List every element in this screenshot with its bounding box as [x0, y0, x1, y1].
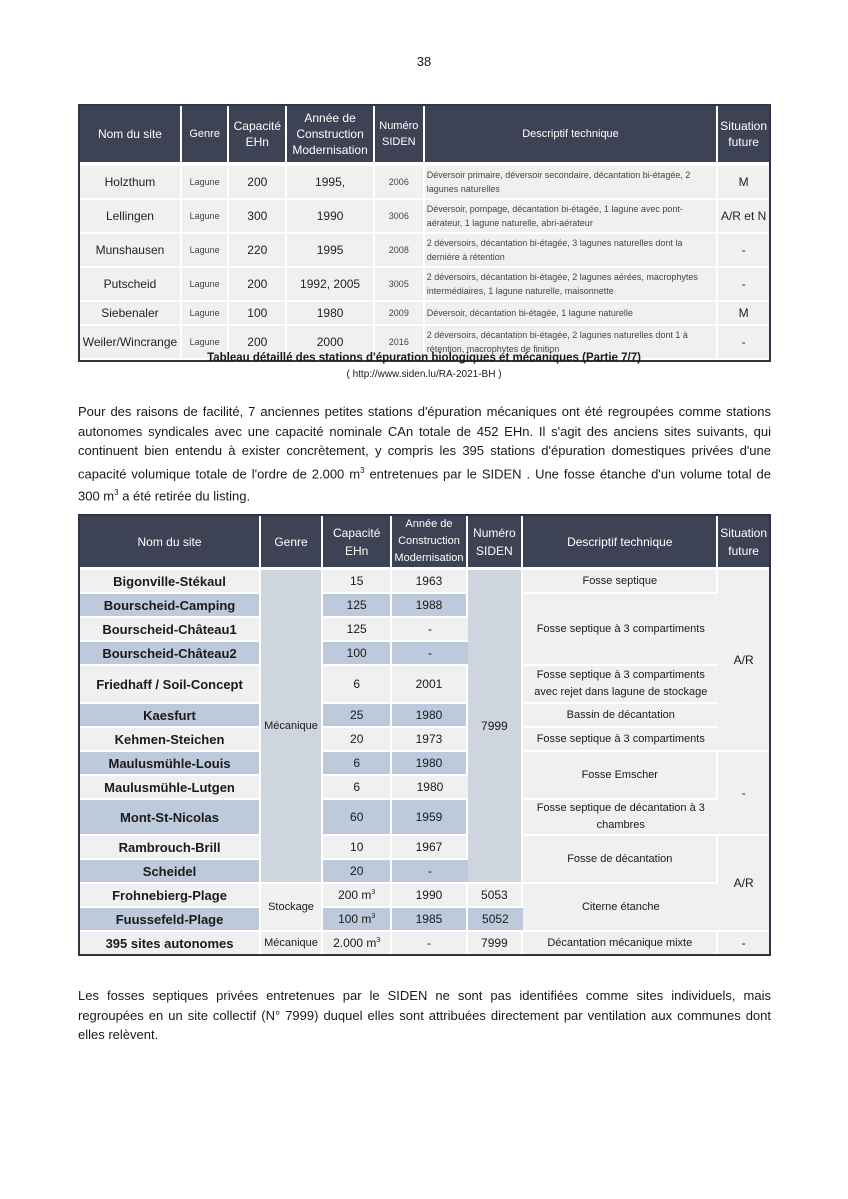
- siden-number-cell: 5052: [468, 908, 524, 932]
- table-row: [80, 234, 769, 268]
- description-cell: Citerne étanche: [523, 884, 718, 932]
- capacity-value: 2.000 m: [333, 936, 377, 950]
- siden-number-cell: 3005: [375, 268, 425, 302]
- capacity-cell: 200: [229, 166, 287, 200]
- table-row: [80, 268, 769, 302]
- capacity-cell: 125: [323, 618, 392, 642]
- genre-cell: Lagune: [182, 326, 230, 360]
- table-row: [80, 932, 769, 954]
- header-annee: Année de Construction Modernisation: [392, 516, 467, 570]
- table-row: [80, 570, 769, 594]
- year-cell: -: [392, 642, 467, 666]
- description-cell: 2 déversoirs, décantation bi-étagée, 3 lagunes naturelles dont la dernière à rétention: [425, 234, 719, 268]
- year-cell: 2000: [287, 326, 375, 360]
- header-annee: Année de Construction Modernisation: [287, 106, 375, 166]
- superscript: 3: [360, 465, 365, 475]
- site-name: Kehmen-Steichen: [80, 728, 261, 752]
- capacity-cell: 300: [229, 200, 287, 234]
- table-row: [80, 884, 769, 908]
- situation-cell: -: [718, 932, 769, 954]
- capacity-value: 100 m: [338, 912, 372, 926]
- situation-cell: -: [718, 268, 769, 302]
- siden-number-cell: 2008: [375, 234, 425, 268]
- site-name: Holzthum: [80, 166, 182, 200]
- header-numero: Numéro SIDEN: [468, 516, 524, 570]
- stations-table-part7: [78, 104, 771, 362]
- superscript: 3: [371, 889, 376, 896]
- header-genre: Genre: [261, 516, 323, 570]
- situation-cell: -: [718, 752, 769, 836]
- site-name: Rambrouch-Brill: [80, 836, 261, 860]
- header-descriptif: Descriptif technique: [523, 516, 718, 570]
- year-cell: 1973: [392, 728, 467, 752]
- table-header-row: [80, 106, 769, 166]
- site-name: Kaesfurt: [80, 704, 261, 728]
- table-source: ( http://www.siden.lu/RA-2021-BH ): [346, 369, 502, 380]
- capacity-cell: 25: [323, 704, 392, 728]
- situation-cell: M: [718, 302, 769, 326]
- capacity-cell: 200: [229, 326, 287, 360]
- description-cell: Déversoir, décantation bi-étagée, 1 lagune naturelle: [425, 302, 719, 326]
- year-cell: 2001: [392, 666, 467, 704]
- table-row: [80, 302, 769, 326]
- site-name: Fuussefeld-Plage: [80, 908, 261, 932]
- superscript: 3: [376, 937, 381, 944]
- siden-number-cell: 7999: [468, 570, 524, 884]
- paragraph-intro: [78, 402, 771, 506]
- capacity-value: 200 m: [338, 888, 372, 902]
- site-name: Bourscheid-Château2: [80, 642, 261, 666]
- capacity-cell: 20: [323, 728, 392, 752]
- year-cell: 1988: [392, 594, 467, 618]
- description-cell: Bassin de décantation: [523, 704, 718, 728]
- year-cell: 1985: [392, 908, 467, 932]
- site-name: Putscheid: [80, 268, 182, 302]
- table-row: [80, 800, 769, 836]
- genre-cell: Lagune: [182, 268, 230, 302]
- description-cell: Fosse Emscher: [523, 752, 718, 800]
- description-cell: Déversoir, pompage, décantation bi-étagée, 1 lagune avec pont-aérateur, 1 lagune naturelle, abri-aérateur: [425, 200, 719, 234]
- year-cell: -: [392, 932, 467, 954]
- table-row: [80, 594, 769, 618]
- table-row: [80, 666, 769, 704]
- table-row: [80, 166, 769, 200]
- header-situation: Situation future: [718, 516, 769, 570]
- capacity-cell: 220: [229, 234, 287, 268]
- site-name: Frohnebierg-Plage: [80, 884, 261, 908]
- superscript: 3: [371, 913, 376, 920]
- year-cell: 1990: [392, 884, 467, 908]
- capacity-cell: [323, 932, 392, 954]
- genre-cell: Lagune: [182, 200, 230, 234]
- year-cell: -: [392, 618, 467, 642]
- situation-cell: -: [718, 234, 769, 268]
- genre-cell: Lagune: [182, 302, 230, 326]
- header-situation: Situation future: [718, 106, 769, 166]
- header-numero: Numéro SIDEN: [375, 106, 425, 166]
- genre-cell: Lagune: [182, 166, 230, 200]
- description-cell: Fosse septique à 3 compartiments: [523, 728, 718, 752]
- site-name: Mont-St-Nicolas: [80, 800, 261, 836]
- description-cell: Déversoir primaire, déversoir secondaire, décantation bi-étagée, 2 lagunes naturelles: [425, 166, 719, 200]
- genre-cell: Lagune: [182, 234, 230, 268]
- year-cell: 1990: [287, 200, 375, 234]
- site-name: Bourscheid-Château1: [80, 618, 261, 642]
- situation-cell: -: [718, 326, 769, 360]
- site-name: Bourscheid-Camping: [80, 594, 261, 618]
- situation-cell: M: [718, 166, 769, 200]
- header-nom: Nom du site: [80, 106, 182, 166]
- header-capacite: Capacité EHn: [229, 106, 287, 166]
- year-cell: 1963: [392, 570, 467, 594]
- capacity-cell: 125: [323, 594, 392, 618]
- year-cell: 1995,: [287, 166, 375, 200]
- table-row: [80, 200, 769, 234]
- situation-cell: A/R: [718, 570, 769, 752]
- siden-number-cell: 7999: [468, 932, 524, 954]
- description-cell: Décantation mécanique mixte: [523, 932, 718, 954]
- site-name: Maulusmühle-Lutgen: [80, 776, 261, 800]
- year-cell: 1980: [392, 752, 467, 776]
- paragraph-text-3: a été retirée du listing.: [118, 488, 251, 504]
- site-name: Lellingen: [80, 200, 182, 234]
- table-row: [80, 752, 769, 776]
- paragraph-text-1: Pour des raisons de facilité, 7 anciennes petites stations d'épuration mécaniques ont été regroupées comme stations autonomes syndicales avec une capacité nominale CAn totale de 452 EHn. Il s'agit des anciens sites suivants, qui continuent bien entendu à exister concrètement, y compris les 395 stations d'épuration domestiques privées d'une capacité volumique totale de l'ordre de 2.000 m: [78, 404, 771, 481]
- description-cell: 2 déversoirs, décantation bi-étagée, 2 lagunes naturelles dont 1 à rétention, macrophytes de finition: [425, 326, 719, 360]
- description-cell: Fosse septique à 3 compartiments: [523, 594, 718, 666]
- superscript: 3: [114, 488, 119, 498]
- paragraph-text-2: entretenues par le SIDEN . Une fosse étanche d'un volume total de 300 m: [78, 465, 771, 504]
- situation-cell: A/R et N: [718, 200, 769, 234]
- year-cell: 1959: [392, 800, 467, 836]
- table-header-row: [80, 516, 769, 570]
- site-name: Weiler/Wincrange: [80, 326, 182, 360]
- table-row: [80, 836, 769, 860]
- site-name: Scheidel: [80, 860, 261, 884]
- capacity-cell: [323, 908, 392, 932]
- capacity-cell: 200: [229, 268, 287, 302]
- description-cell: Fosse septique: [523, 570, 718, 594]
- capacity-cell: [323, 884, 392, 908]
- site-name: Munshausen: [80, 234, 182, 268]
- year-cell: 1995: [287, 234, 375, 268]
- capacity-cell: 20: [323, 860, 392, 884]
- header-genre: Genre: [182, 106, 230, 166]
- header-capacite: Capacité EHn: [323, 516, 392, 570]
- year-cell: 1980: [287, 302, 375, 326]
- description-cell: Fosse septique à 3 compartiments avec rejet dans lagune de stockage: [523, 666, 718, 704]
- site-name: Friedhaff / Soil-Concept: [80, 666, 261, 704]
- table-row: [80, 704, 769, 728]
- description-cell: 2 déversoirs, décantation bi-étagée, 2 lagunes aérées, macrophytes intermédiaires, 1 lagune naturelle, maisonnette: [425, 268, 719, 302]
- siden-number-cell: 3006: [375, 200, 425, 234]
- capacity-cell: 15: [323, 570, 392, 594]
- description-cell: Fosse de décantation: [523, 836, 718, 884]
- capacity-cell: 6: [323, 776, 392, 800]
- year-cell: 1980: [392, 704, 467, 728]
- year-cell: 1992, 2005: [287, 268, 375, 302]
- capacity-cell: 100: [229, 302, 287, 326]
- header-nom: Nom du site: [80, 516, 261, 570]
- description-cell: Fosse septique de décantation à 3 chambres: [523, 800, 718, 836]
- site-name: 395 sites autonomes: [80, 932, 261, 954]
- year-cell: 1980: [392, 776, 467, 800]
- capacity-cell: 60: [323, 800, 392, 836]
- siden-number-cell: 2016: [375, 326, 425, 360]
- page-number: 38: [416, 54, 432, 69]
- year-cell: 1967: [392, 836, 467, 860]
- table-caption: Tableau détaillé des stations d'épuration biologiques et mécaniques (Partie 7/7): [207, 352, 641, 364]
- capacity-cell: 10: [323, 836, 392, 860]
- site-name: Siebenaler: [80, 302, 182, 326]
- autonomous-stations-table: [78, 514, 771, 956]
- siden-number-cell: 2006: [375, 166, 425, 200]
- site-name: Bigonville-Stékaul: [80, 570, 261, 594]
- situation-cell: A/R: [718, 836, 769, 932]
- capacity-cell: 100: [323, 642, 392, 666]
- year-cell: -: [392, 860, 467, 884]
- genre-cell: Mécanique: [261, 932, 323, 954]
- siden-number-cell: 5053: [468, 884, 524, 908]
- siden-number-cell: 2009: [375, 302, 425, 326]
- genre-cell: Mécanique: [261, 570, 323, 884]
- capacity-cell: 6: [323, 666, 392, 704]
- header-descriptif: Descriptif technique: [425, 106, 719, 166]
- site-name: Maulusmühle-Louis: [80, 752, 261, 776]
- genre-cell: Stockage: [261, 884, 323, 932]
- table-row: [80, 728, 769, 752]
- capacity-cell: 6: [323, 752, 392, 776]
- paragraph-conclusion: Les fosses septiques privées entretenues par le SIDEN ne sont pas identifiées comme sites individuels, mais regroupées en un site collectif (N° 7999) duquel elles sont attribuées directement par ventilation aux communes dont elles relèvent.: [78, 988, 771, 1042]
